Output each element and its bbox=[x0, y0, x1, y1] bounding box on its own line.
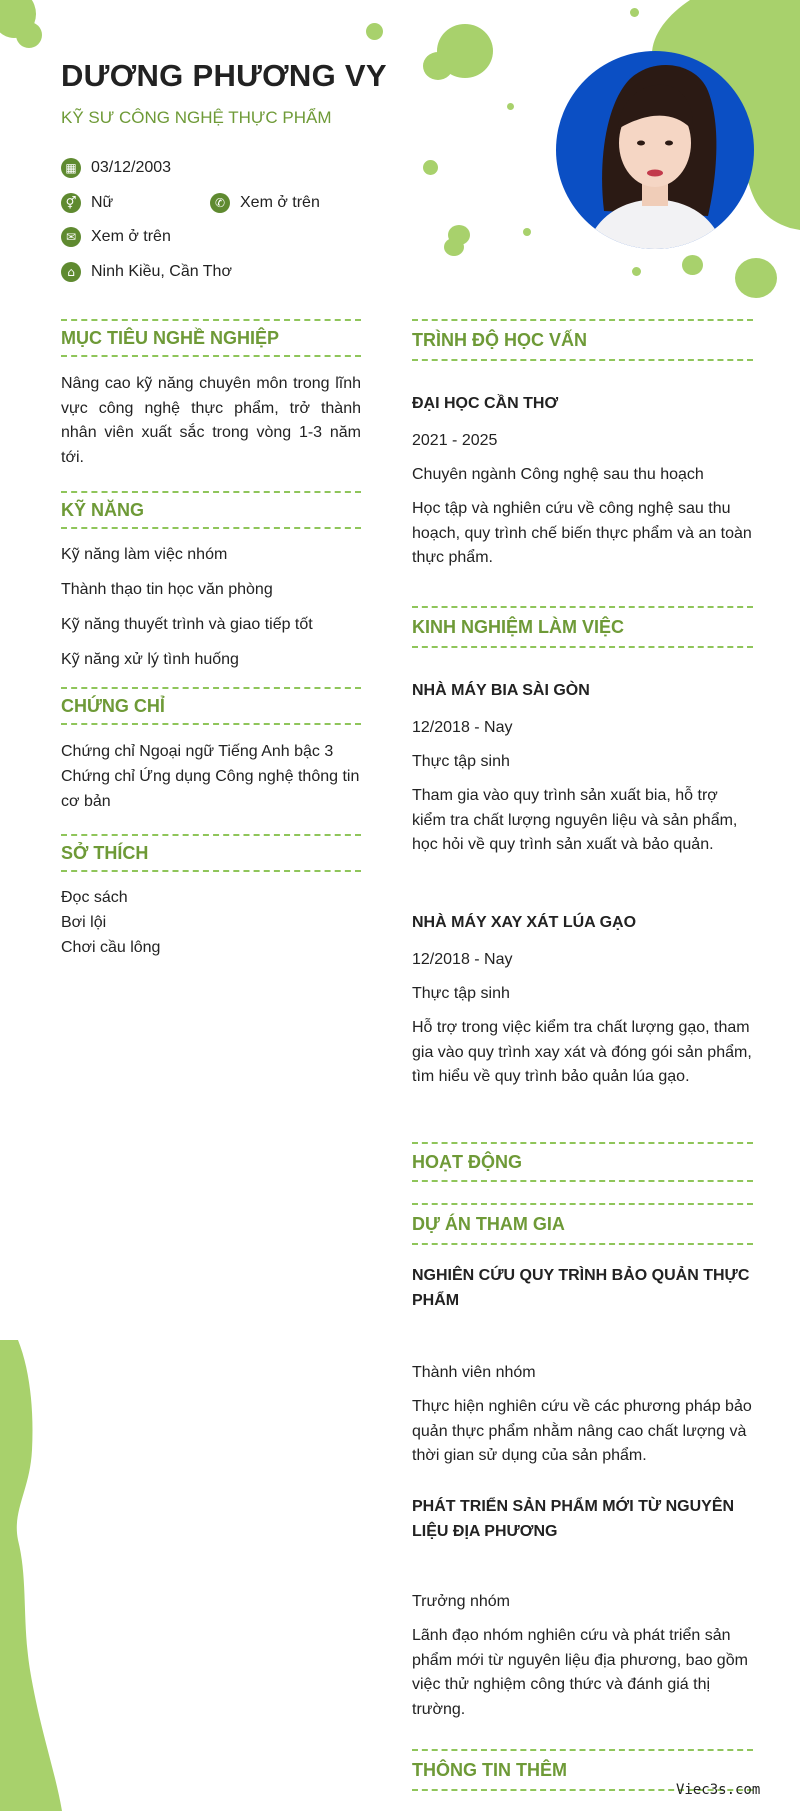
project-title: NGHIÊN CỨU QUY TRÌNH BẢO QUẢN THỰC PHẨM bbox=[412, 1267, 750, 1309]
section-more-info-heading: THÔNG TIN THÊM bbox=[412, 1749, 753, 1791]
job-company: NHÀ MÁY XAY XÁT LÚA GẠO bbox=[412, 914, 637, 931]
project-title: PHÁT TRIỂN SẢN PHẨM MỚI TỪ NGUYÊN LIỆU ĐỊA PHƯƠNG bbox=[412, 1498, 735, 1540]
hobby-item: Đọc sách bbox=[61, 889, 128, 906]
hobby-item: Bơi lội bbox=[61, 914, 107, 931]
skill-item: Kỹ năng xử lý tình huống bbox=[61, 651, 239, 668]
section-skills-heading: KỸ NĂNG bbox=[61, 491, 361, 529]
section-certificates-heading: CHỨNG CHỈ bbox=[61, 687, 361, 725]
project-role: Trưởng nhóm bbox=[412, 1593, 510, 1610]
hobby-item: Chơi cầu lông bbox=[61, 939, 161, 956]
section-projects-heading: DỰ ÁN THAM GIA bbox=[412, 1203, 753, 1245]
skill-item: Kỹ năng làm việc nhóm bbox=[61, 546, 228, 563]
job-period: 12/2018 - Nay bbox=[412, 951, 513, 968]
job-description: Hỗ trợ trong việc kiểm tra chất lượng gạo, tham gia vào quy trình xay xát và đóng gói sản phẩm, tìm hiểu về quy trình bảo quản lúa gạo. bbox=[412, 1019, 752, 1085]
education-description: Học tập và nghiên cứu về công nghệ sau thu hoạch, quy trình chế biến thực phẩm và an toàn thực phẩm. bbox=[412, 500, 752, 566]
job-period: 12/2018 - Nay bbox=[412, 719, 513, 736]
job-role: Thực tập sinh bbox=[412, 753, 510, 770]
contact-birthday bbox=[61, 158, 171, 178]
job-role: Thực tập sinh bbox=[412, 985, 510, 1002]
section-experience-heading: KINH NGHIỆM LÀM VIỆC bbox=[412, 606, 753, 648]
phone-icon: ✆ bbox=[210, 193, 230, 213]
phone-value: Xem ở trên bbox=[240, 194, 320, 211]
contact-address bbox=[61, 262, 232, 282]
job-company: NHÀ MÁY BIA SÀI GÒN bbox=[412, 682, 590, 699]
gender-icon: ⚥ bbox=[61, 193, 81, 213]
candidate-name: DƯƠNG PHƯƠNG VY bbox=[61, 58, 387, 93]
education-school: ĐẠI HỌC CẦN THƠ bbox=[412, 395, 559, 412]
education-major: Chuyên ngành Công nghệ sau thu hoạch bbox=[412, 466, 704, 483]
section-objective-heading: MỤC TIÊU NGHỀ NGHIỆP bbox=[61, 319, 361, 357]
section-activities-heading: HOẠT ĐỘNG bbox=[412, 1142, 753, 1182]
section-education-heading: TRÌNH ĐỘ HỌC VẤN bbox=[412, 319, 753, 361]
profile-photo-illustration bbox=[556, 51, 754, 249]
profile-photo bbox=[556, 51, 754, 249]
decor-bottom-left-wave bbox=[0, 1340, 70, 1811]
project-description: Thực hiện nghiên cứu về các phương pháp bảo quản thực phẩm nhằm nâng cao chất lượng và thời gian sử dụng của sản phẩm. bbox=[412, 1398, 752, 1464]
address-value: Ninh Kiều, Cần Thơ bbox=[91, 263, 232, 280]
project-description: Lãnh đạo nhóm nghiên cứu và phát triển sản phẩm mới từ nguyên liệu địa phương, bao gồm việc thử nghiệm công thức và đánh giá thị trường. bbox=[412, 1627, 748, 1718]
email-value: Xem ở trên bbox=[91, 228, 171, 245]
objective-text: Nâng cao kỹ năng chuyên môn trong lĩnh vực công nghệ thực phẩm, trở thành nhân viên xuất sắc trong vòng 1-3 năm tới. bbox=[61, 375, 361, 466]
skill-item: Kỹ năng thuyết trình và giao tiếp tốt bbox=[61, 616, 313, 633]
certificate-item: Chứng chỉ Ngoại ngữ Tiếng Anh bậc 3 bbox=[61, 743, 334, 760]
gender-value: Nữ bbox=[91, 194, 114, 211]
birthday-value: 03/12/2003 bbox=[91, 159, 172, 176]
project-role: Thành viên nhóm bbox=[412, 1364, 536, 1381]
certificate-item: Chứng chỉ Ứng dụng Công nghệ thông tin cơ bản bbox=[61, 768, 360, 810]
section-hobbies-heading: SỞ THÍCH bbox=[61, 834, 361, 872]
email-icon: ✉ bbox=[61, 227, 81, 247]
calendar-icon: ▦ bbox=[61, 158, 81, 178]
contact-email bbox=[61, 227, 171, 247]
watermark-text: Viec3s.com bbox=[676, 1782, 761, 1798]
skill-item: Thành thạo tin học văn phòng bbox=[61, 581, 273, 598]
contact-phone bbox=[210, 193, 320, 213]
contact-gender bbox=[61, 193, 113, 213]
job-description: Tham gia vào quy trình sản xuất bia, hỗ trợ kiểm tra chất lượng nguyên liệu và sản phẩm, học hỏi về quy trình sản xuất và bảo quản. bbox=[412, 787, 738, 853]
candidate-job-title: KỸ SƯ CÔNG NGHỆ THỰC PHẨM bbox=[61, 108, 332, 127]
education-period: 2021 - 2025 bbox=[412, 432, 498, 449]
home-icon: ⌂ bbox=[61, 262, 81, 282]
